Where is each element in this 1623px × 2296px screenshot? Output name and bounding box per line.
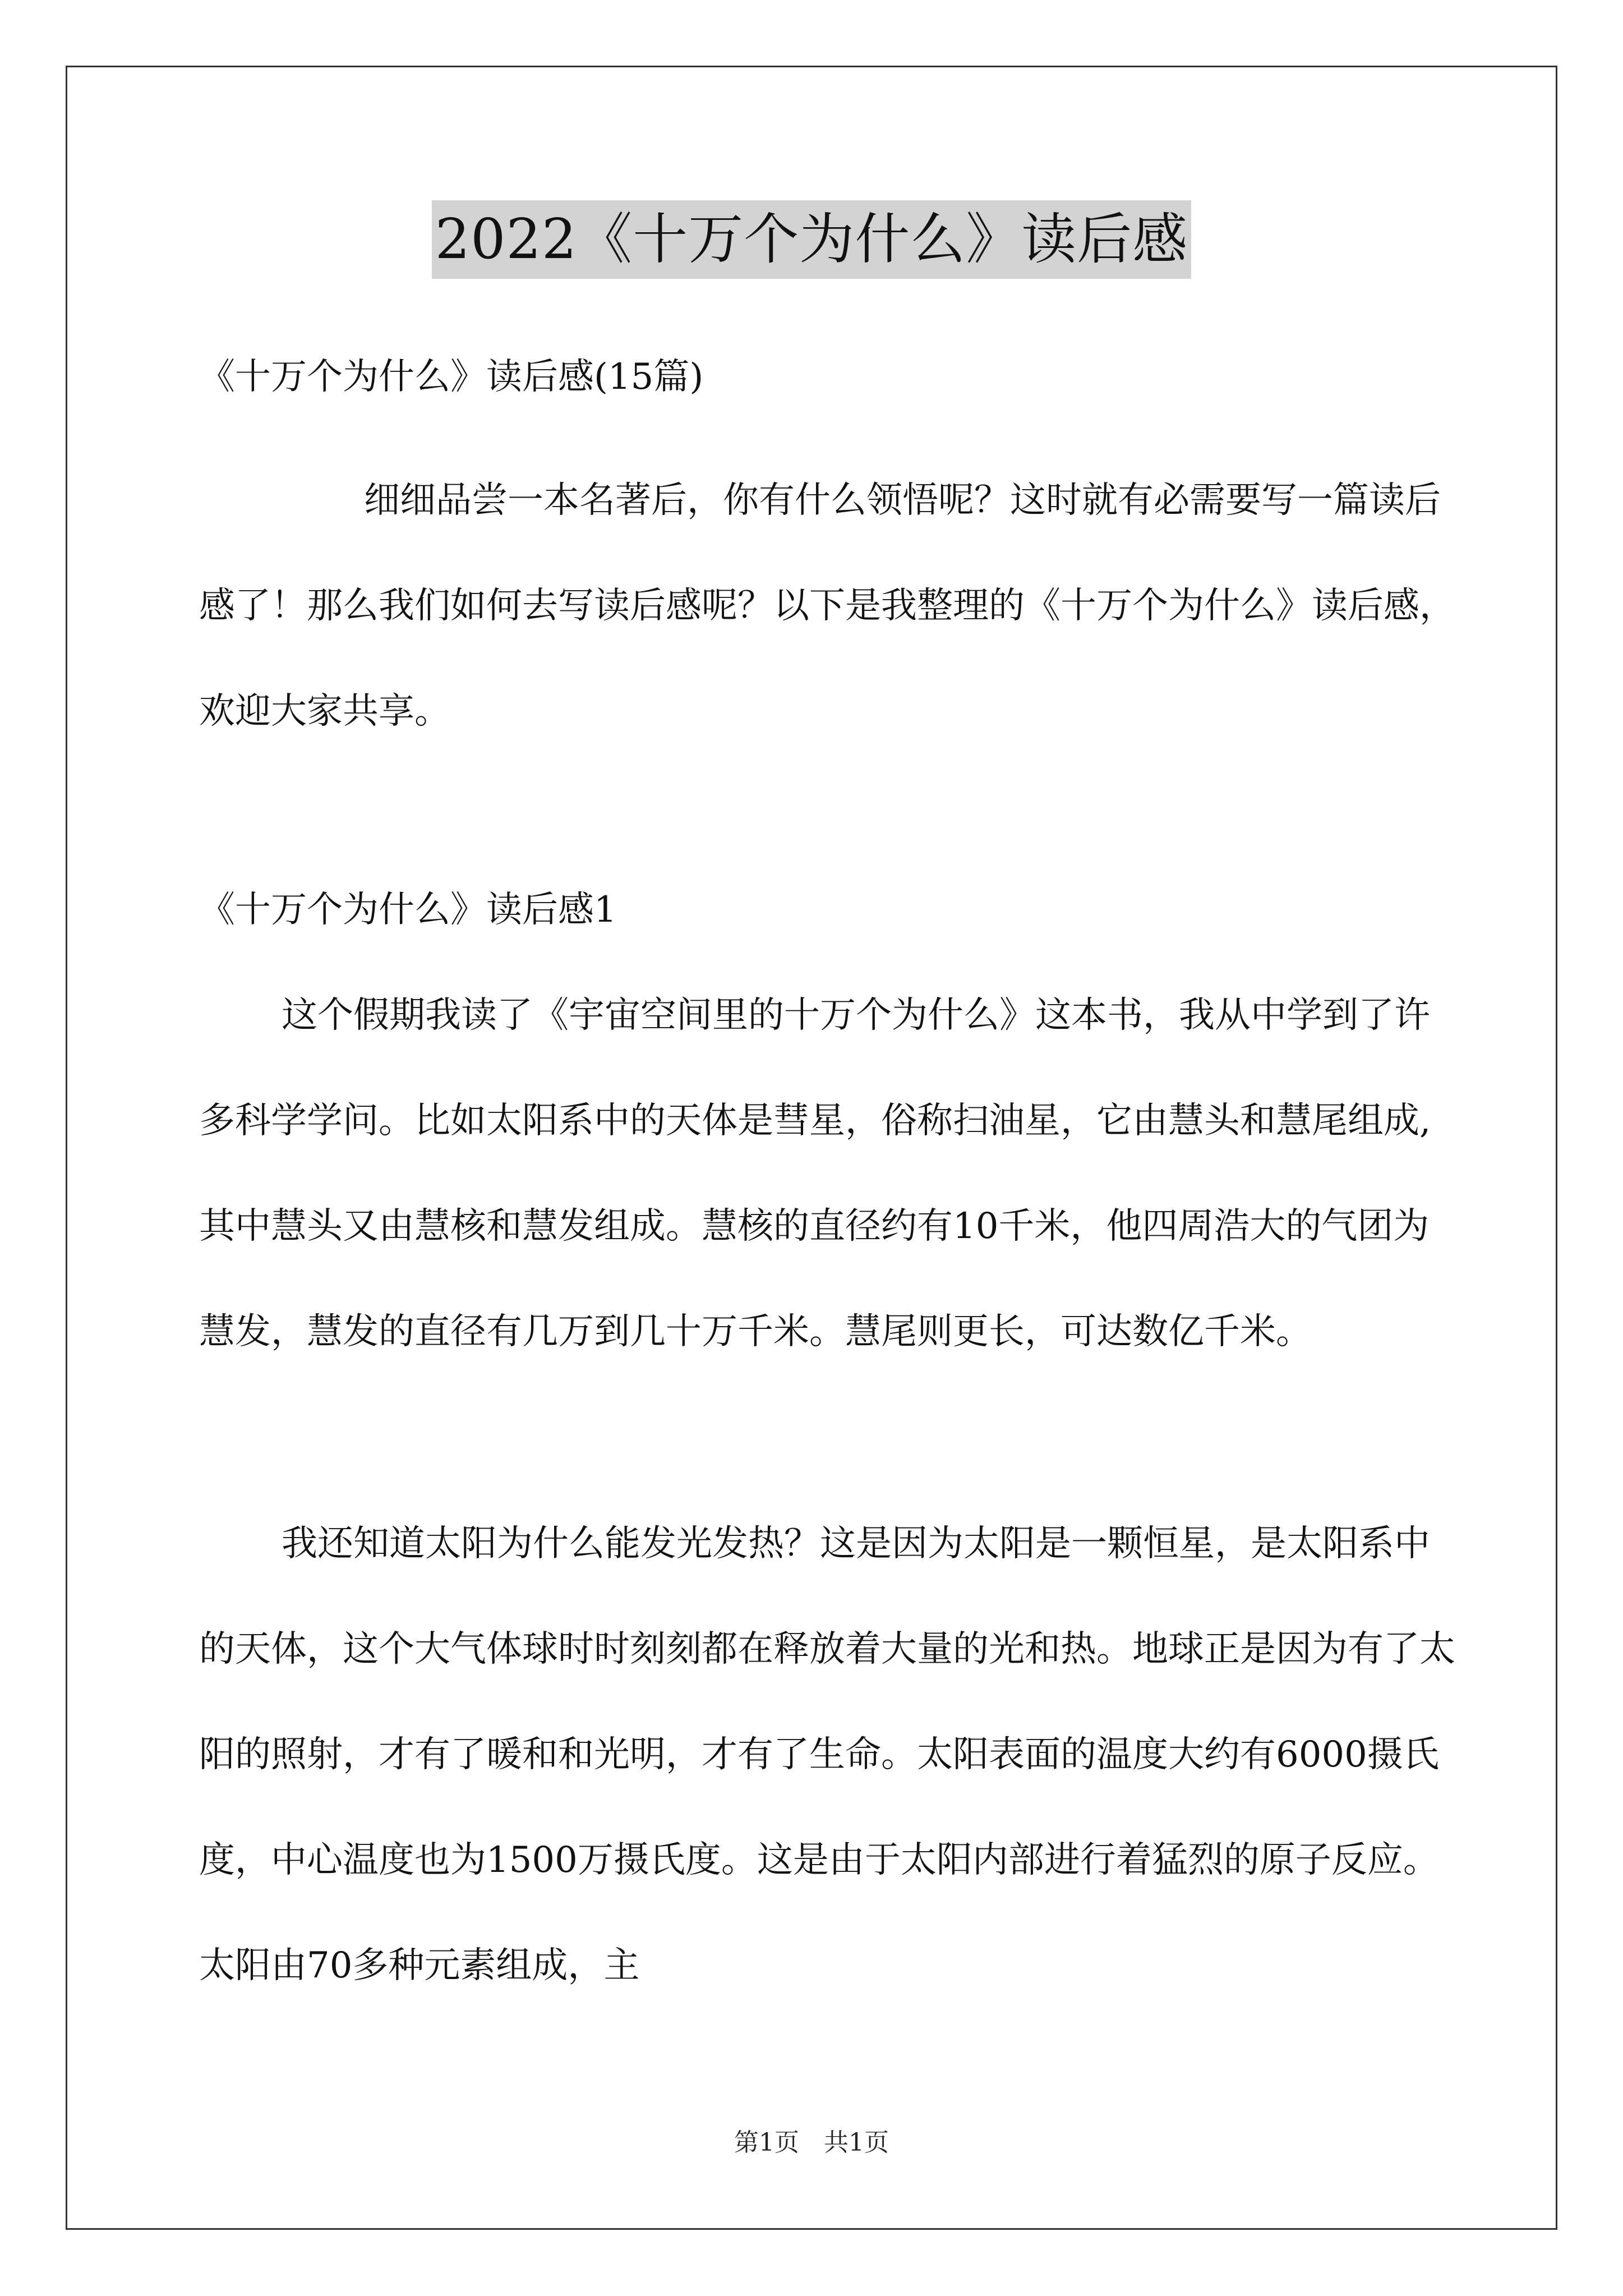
page-total: 共1页 [824, 2128, 889, 2157]
page-footer [0, 2126, 1623, 2160]
title-container [0, 200, 1623, 279]
intro-paragraph: 细细品尝一本名著后，你有什么领悟呢？这时就有必需要写一篇读后感了！那么我们如何去写读后感呢？以下是我整理的《十万个为什么》读后感，欢迎大家共享。 [199, 480, 1455, 732]
section-heading: 《十万个为什么》读后感1 [199, 889, 617, 931]
page-number: 第1页 [734, 2128, 799, 2157]
body-paragraph-1: 这个假期我读了《宇宙空间里的十万个为什么》这本书，我从中学到了许多科学学问。比如太阳系中的天体是彗星，俗称扫油星，它由慧头和慧尾组成,其中慧头又由慧核和慧发组成。慧核的直径约有10千米，他四周浩大的气团为慧发，慧发的直径有几万到几十万千米。慧尾则更长，可达数亿千米。 [199, 995, 1431, 1352]
body-paragraph-2: 我还知道太阳为什么能发光发热？这是因为太阳是一颗恒星，是太阳系中的天体，这个大气体球时时刻刻都在释放着大量的光和热。地球正是因为有了太阳的照射，才有了暖和和光明，才有了生命。太阳表面的温度大约有6000摄氏度，中心温度也为1500万摄氏度。这是由于太阳内部进行着猛烈的原子反应。太阳由70多种元素组成，主 [199, 1523, 1455, 1986]
document-title: 2022《十万个为什么》读后感 [432, 200, 1191, 279]
document-subtitle: 《十万个为什么》读后感(15篇) [199, 356, 704, 398]
